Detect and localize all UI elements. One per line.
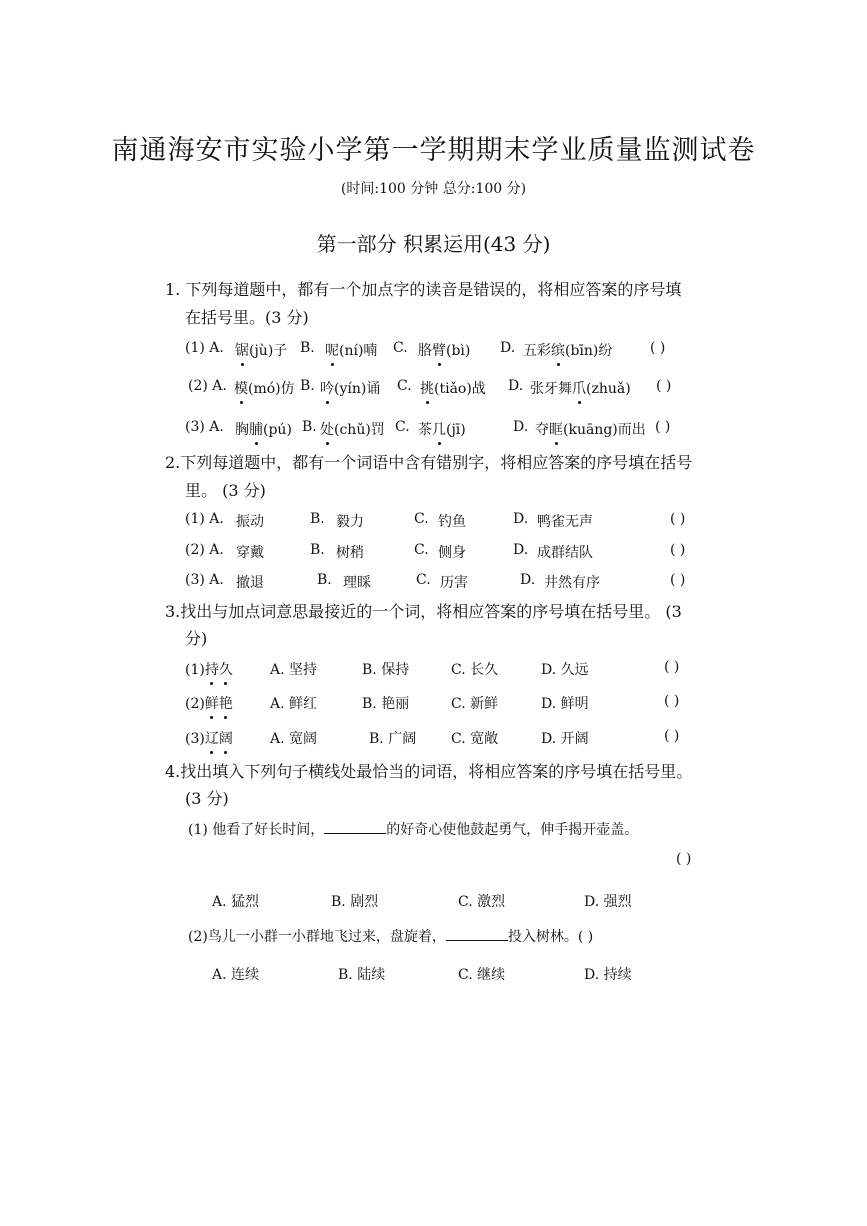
option-b: B. 保持 (362, 662, 410, 678)
option-d: D. 开阔 (541, 731, 589, 747)
option-c-label: C. (397, 378, 412, 394)
row-number: (3) A. (185, 419, 224, 435)
dotted-char: 脯 (249, 419, 263, 439)
option-b: 处(chǔ)罚 (320, 419, 385, 439)
option-d-label: D. (513, 419, 529, 435)
answer-paren[interactable]: ( ) (670, 572, 686, 588)
option-c-label: C. (395, 419, 410, 435)
option-d: D. 持续 (584, 967, 632, 983)
option-d: D. 鲜明 (541, 696, 589, 712)
option-d: D. 强烈 (584, 894, 632, 910)
option-b-label: B. (310, 542, 325, 558)
q4-options-1 (0, 891, 867, 913)
dotted-char: 鲜 (205, 693, 219, 713)
option-c: C. 激烈 (458, 894, 506, 910)
q4-sentence-1: (1) 他看了好长时间， 的好奇心使他鼓起勇气，伸手揭开壶盖。 (188, 822, 639, 838)
q1-stem-line1: 1. 下列每道题中，都有一个加点字的读音是错误的，将相应答案的序号填 (165, 280, 682, 299)
row-number: (1) A. (185, 340, 224, 356)
option-a: A. 猛烈 (212, 894, 260, 910)
option-b: B. 广阔 (369, 731, 417, 747)
q1-stem-line2: 在括号里。(3 分) (185, 308, 309, 327)
row-number: (2) A. (185, 542, 224, 558)
part-heading: 第一部分 积累运用(43 分) (316, 232, 551, 256)
dotted-char: 呢 (325, 340, 339, 360)
answer-paren[interactable]: ( ) (676, 851, 692, 867)
q4-options-2 (0, 964, 867, 986)
option-c-word: 历害 (440, 575, 468, 591)
row-number: (1) A. (185, 511, 224, 527)
option-d-word: 成群结队 (537, 545, 593, 561)
option-b-word: 树稍 (336, 545, 364, 561)
option-c-label: C. (414, 542, 429, 558)
option-b-label: B. (317, 572, 332, 588)
option-d: 五彩缤(bīn)纷 (523, 340, 612, 360)
option-d: 张牙舞爪(zhuǎ) (530, 378, 631, 398)
option-a: 锯(jù)子 (235, 340, 287, 360)
option-c: C. 新鲜 (451, 696, 499, 712)
answer-paren[interactable]: ( ) (650, 340, 666, 356)
option-b-label: B. (302, 419, 317, 435)
fill-blank[interactable] (446, 928, 508, 941)
option-d-label: D. (513, 542, 529, 558)
q2-row-2 (0, 542, 867, 564)
option-c: 茶几(jī) (418, 419, 466, 439)
dotted-char: 阔 (219, 728, 233, 748)
dotted-char: 缤 (551, 340, 565, 360)
dotted-char: 几 (432, 419, 446, 439)
row-word: (2)鲜艳 (185, 693, 233, 713)
exam-title: 南通海安市实验小学第一学期期末学业质量监测试卷 (111, 135, 756, 166)
option-b-label: B. (310, 511, 325, 527)
dotted-char: 艳 (219, 693, 233, 713)
option-a-word: 穿戴 (236, 545, 264, 561)
row-word: (3)辽阔 (185, 728, 233, 748)
exam-subtitle: (时间:100 分钟 总分:100 分) (340, 181, 527, 197)
q3-row-1 (0, 659, 867, 681)
q2-row-1 (0, 511, 867, 533)
option-c: C. 长久 (451, 662, 499, 678)
option-c-label: C. (416, 572, 431, 588)
option-c-label: C. (414, 511, 429, 527)
option-b-word: 毅力 (336, 514, 364, 530)
row-number: (3) A. (185, 572, 224, 588)
dotted-char: 臂 (432, 340, 446, 360)
row-word: (1)持久 (185, 659, 233, 679)
answer-paren[interactable]: ( ) (664, 728, 680, 744)
answer-paren[interactable]: ( ) (670, 511, 686, 527)
option-c-word: 钓鱼 (438, 514, 466, 530)
option-c: C. 宽敞 (451, 731, 499, 747)
dotted-char: 辽 (205, 728, 219, 748)
answer-paren[interactable]: ( ) (655, 419, 671, 435)
dotted-char: 锯 (235, 340, 249, 360)
dotted-char: 挑 (420, 378, 434, 398)
q4-stem-line1: 4.找出填入下列句子横线处最恰当的词语，将相应答案的序号填在括号里。 (165, 762, 693, 781)
dotted-char: 爪 (572, 378, 586, 398)
option-c-word: 侧身 (438, 545, 466, 561)
q2-stem-line1: 2.下列每道题中，都有一个词语中含有错别字，将相应答案的序号填在括号 (165, 453, 693, 472)
answer-paren[interactable]: ( ) (664, 659, 680, 675)
option-d-label: D. (500, 340, 516, 356)
q1-row-2 (0, 378, 867, 400)
option-c: C. 继续 (458, 967, 506, 983)
option-b: B. 陆续 (338, 967, 386, 983)
option-c: 胳臂(bì) (418, 340, 470, 360)
q3-stem-line1: 3.找出与加点词意思最接近的一个词，将相应答案的序号填在括号里。 (3 (165, 602, 682, 621)
q2-row-3 (0, 572, 867, 594)
option-b: 吟(yín)诵 (320, 378, 380, 398)
q2-stem-line2: 里。 (3 分) (185, 481, 266, 500)
option-b: B. 剧烈 (331, 894, 379, 910)
q1-row-1 (0, 340, 867, 362)
dotted-char: 持 (205, 659, 219, 679)
option-a: 模(mó)仿 (234, 378, 295, 398)
option-d-label: D. (520, 572, 536, 588)
option-c: 挑(tiǎo)战 (420, 378, 486, 398)
q1-row-3 (0, 419, 867, 441)
option-d: D. 久远 (541, 662, 589, 678)
option-a-word: 振动 (236, 514, 264, 530)
option-b: B. 艳丽 (362, 696, 410, 712)
option-a-word: 撤退 (236, 575, 264, 591)
option-d-label: D. (513, 511, 529, 527)
answer-paren[interactable]: ( ) (656, 378, 672, 394)
option-b-word: 理睬 (343, 575, 371, 591)
dotted-char: 模 (234, 378, 248, 398)
option-b-label: B. (300, 340, 315, 356)
dotted-char: 处 (320, 419, 334, 439)
option-d: 夺眶(kuāng)而出 (535, 419, 646, 439)
option-a: A. 鲜红 (270, 696, 318, 712)
option-c-label: C. (393, 340, 408, 356)
dotted-char: 眶 (549, 419, 563, 439)
dotted-char: 久 (219, 659, 233, 679)
option-d-word: 鸭雀无声 (537, 514, 593, 530)
option-a: A. 连续 (212, 967, 260, 983)
option-b-label: B. (300, 378, 315, 394)
fill-blank[interactable] (324, 821, 386, 834)
q3-stem-line2: 分) (185, 629, 208, 648)
option-d-word: 井然有序 (544, 575, 600, 591)
option-a: A. 宽阔 (270, 731, 318, 747)
q3-row-3 (0, 728, 867, 750)
option-d-label: D. (508, 378, 524, 394)
option-b: 呢(ní)喃 (325, 340, 377, 360)
dotted-char: 吟 (320, 378, 334, 398)
option-a: 胸脯(pú) (235, 419, 292, 439)
q4-sentence-2: (2)鸟儿一小群一小群地飞过来，盘旋着， 投入树林。( ) (188, 929, 594, 945)
q4-stem-line2: (3 分) (185, 789, 229, 808)
answer-paren[interactable]: ( ) (664, 693, 680, 709)
answer-paren[interactable]: ( ) (670, 542, 686, 558)
q3-row-2 (0, 693, 867, 715)
option-a: A. 坚持 (270, 662, 318, 678)
row-number: (2) A. (188, 378, 227, 394)
